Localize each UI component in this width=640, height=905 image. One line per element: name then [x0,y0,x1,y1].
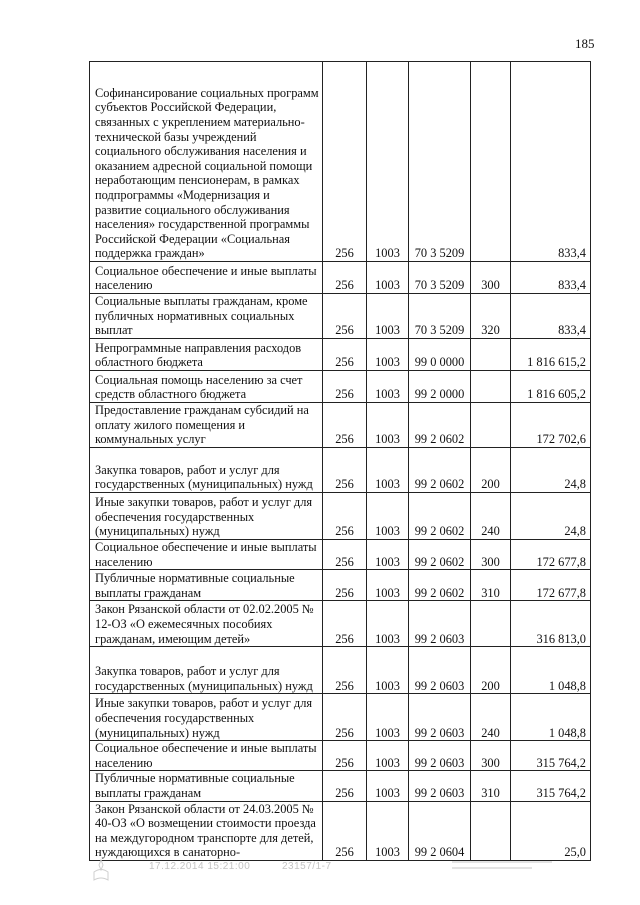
cell-target: 70 3 5209 [409,62,471,262]
cell-description: Иные закупки товаров, работ и услуг для обеспечения государственных (муниципальных) нужд [90,694,323,741]
table-row [90,62,591,262]
cell-expense-type: 310 [471,771,511,801]
cell-expense-type [471,339,511,371]
cell-description: Иные закупки товаров, работ и услуг для обеспечения государственных (муниципальных) нужд [90,493,323,540]
cell-description: Социальное обеспечение и иные выплаты населению [90,540,323,570]
cell-section: 1003 [367,801,409,860]
cell-section: 1003 [367,694,409,741]
footer-timestamp: 17.12.2014 15:21:00 [149,861,251,872]
cell-expense-type [471,403,511,448]
cell-expense-type: 200 [471,448,511,493]
cell-description: Закон Рязанской области от 02.02.2005 № 12-ОЗ «О ежемесячных пособиях гражданам, имеющим детей» [90,601,323,647]
footer [0,858,640,888]
cell-grbs: 256 [323,371,367,403]
cell-target: 99 2 0603 [409,647,471,694]
cell-grbs: 256 [323,448,367,493]
cell-grbs: 256 [323,647,367,694]
cell-amount: 25,0 [511,801,591,860]
cell-expense-type [471,801,511,860]
budget-table-body [90,62,591,861]
cell-target: 99 0 0000 [409,339,471,371]
stamp-icon [90,858,112,884]
cell-amount: 1 048,8 [511,694,591,741]
cell-target: 99 2 0602 [409,403,471,448]
cell-grbs: 256 [323,741,367,771]
cell-target: 99 2 0000 [409,371,471,403]
cell-amount: 24,8 [511,448,591,493]
table-row [90,540,591,570]
cell-target: 70 3 5209 [409,262,471,294]
cell-description: Социальные выплаты гражданам, кроме публичных нормативных социальных выплат [90,294,323,339]
cell-expense-type [471,601,511,647]
cell-section: 1003 [367,647,409,694]
cell-amount: 833,4 [511,294,591,339]
cell-grbs: 256 [323,570,367,601]
cell-section: 1003 [367,601,409,647]
cell-target: 99 2 0602 [409,448,471,493]
cell-target: 99 2 0603 [409,601,471,647]
cell-section: 1003 [367,771,409,801]
cell-amount: 315 764,2 [511,771,591,801]
cell-description: Публичные нормативные социальные выплаты гражданам [90,570,323,601]
cell-grbs: 256 [323,694,367,741]
cell-amount: 172 677,8 [511,540,591,570]
table-row [90,647,591,694]
cell-amount: 1 816 615,2 [511,339,591,371]
table-row [90,741,591,771]
cell-description: Социальная помощь населению за счет средств областного бюджета [90,371,323,403]
cell-description: Социальное обеспечение и иные выплаты населению [90,741,323,771]
cell-description: Публичные нормативные социальные выплаты гражданам [90,771,323,801]
cell-section: 1003 [367,339,409,371]
cell-section: 1003 [367,540,409,570]
cell-expense-type: 240 [471,493,511,540]
cell-target: 99 2 0602 [409,540,471,570]
cell-target: 99 2 0603 [409,694,471,741]
cell-grbs: 256 [323,493,367,540]
cell-expense-type [471,371,511,403]
cell-description: Предоставление гражданам субсидий на оплату жилого помещения и коммунальных услуг [90,403,323,448]
cell-section: 1003 [367,62,409,262]
table-row [90,601,591,647]
cell-expense-type [471,62,511,262]
cell-target: 99 2 0604 [409,801,471,860]
cell-amount: 833,4 [511,262,591,294]
cell-section: 1003 [367,570,409,601]
cell-expense-type: 320 [471,294,511,339]
cell-section: 1003 [367,403,409,448]
cell-grbs: 256 [323,294,367,339]
cell-expense-type: 300 [471,741,511,771]
cell-target: 70 3 5209 [409,294,471,339]
cell-grbs: 256 [323,262,367,294]
cell-grbs: 256 [323,771,367,801]
cell-expense-type: 240 [471,694,511,741]
budget-table [89,61,591,861]
cell-description: Закупка товаров, работ и услуг для государственных (муниципальных) нужд [90,448,323,493]
table-row [90,801,591,860]
table-row [90,339,591,371]
cell-expense-type: 310 [471,570,511,601]
cell-amount: 172 677,8 [511,570,591,601]
cell-amount: 172 702,6 [511,403,591,448]
cell-amount: 1 816 605,2 [511,371,591,403]
page-number: 185 [575,36,595,51]
cell-section: 1003 [367,741,409,771]
cell-description: Закупка товаров, работ и услуг для государственных (муниципальных) нужд [90,647,323,694]
footer-faint-mark [452,861,552,879]
cell-target: 99 2 0602 [409,570,471,601]
cell-section: 1003 [367,493,409,540]
cell-section: 1003 [367,294,409,339]
cell-grbs: 256 [323,540,367,570]
cell-description: Софинансирование социальных программ субъектов Российской Федерации, связанных с укреплением материально-технической базы учреждений социального обслуживания населения и оказанием адресной социальной помощи неработающим пенсионерам, в рамках подпрограммы «Модернизация и развитие социального обслуживания населения» государственной программы Российской Федерации «Социальная поддержка граждан» [90,62,323,262]
cell-expense-type: 200 [471,647,511,694]
table-row [90,493,591,540]
table-row [90,694,591,741]
cell-grbs: 256 [323,339,367,371]
cell-amount: 24,8 [511,493,591,540]
cell-description: Закон Рязанской области от 24.03.2005 № 40-ОЗ «О возмещении стоимости проезда на междугородном транспорте для детей, нуждающихся в санаторно- [90,801,323,860]
cell-target: 99 2 0602 [409,493,471,540]
cell-target: 99 2 0603 [409,741,471,771]
cell-section: 1003 [367,262,409,294]
cell-section: 1003 [367,448,409,493]
footer-doc-number: 23157/1-7 [282,861,332,872]
cell-section: 1003 [367,371,409,403]
cell-amount: 833,4 [511,62,591,262]
table-row [90,294,591,339]
cell-target: 99 2 0603 [409,771,471,801]
table-row [90,448,591,493]
cell-amount: 1 048,8 [511,647,591,694]
cell-description: Непрограммные направления расходов областного бюджета [90,339,323,371]
cell-grbs: 256 [323,62,367,262]
table-row [90,371,591,403]
cell-amount: 315 764,2 [511,741,591,771]
cell-expense-type: 300 [471,262,511,294]
table-row [90,262,591,294]
table-row [90,403,591,448]
cell-grbs: 256 [323,601,367,647]
cell-expense-type: 300 [471,540,511,570]
cell-description: Социальное обеспечение и иные выплаты населению [90,262,323,294]
cell-amount: 316 813,0 [511,601,591,647]
cell-grbs: 256 [323,801,367,860]
table-row [90,771,591,801]
cell-grbs: 256 [323,403,367,448]
table-row [90,570,591,601]
